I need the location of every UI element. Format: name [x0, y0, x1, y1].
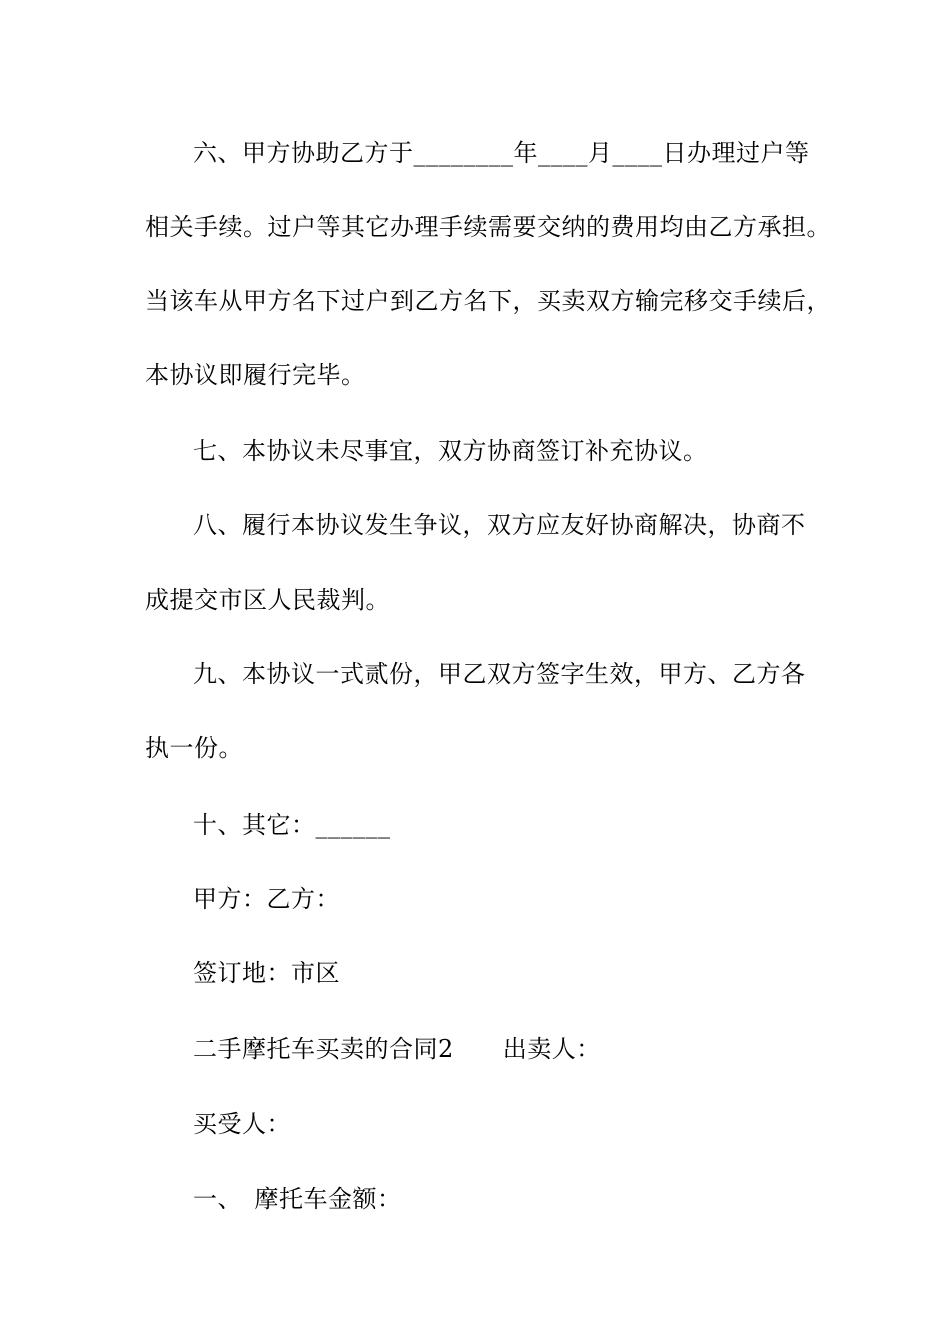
party-signatures: 甲方：乙方：: [193, 885, 340, 913]
clause-10: 十、其它：______: [193, 811, 391, 839]
clause-9-line-1: 九、本协议一式贰份，甲乙双方签字生效，甲方、乙方各: [193, 660, 806, 688]
contract-2-heading: 二手摩托车买卖的合同2 出卖人：: [193, 1035, 601, 1063]
clause-8-line-1: 八、履行本协议发生争议，双方应友好协商解决，协商不: [193, 511, 806, 539]
clause-6-line-2: 相关手续。过户等其它办理手续需要交纳的费用均由乙方承担。: [145, 213, 831, 241]
clause-9-line-2: 执一份。: [145, 734, 243, 762]
clause-7: 七、本协议未尽事宜，双方协商签订补充协议。: [193, 437, 708, 465]
clause-8-line-2: 成提交市区人民裁判。: [145, 586, 390, 614]
buyer-label: 买受人：: [193, 1110, 291, 1138]
clause-6-line-4: 本协议即履行完毕。: [145, 361, 366, 389]
motorcycle-amount-clause: 一、 摩托车金额：: [193, 1185, 402, 1213]
signing-place: 签订地：市区: [193, 959, 340, 987]
clause-6-line-3: 当该车从甲方名下过户到乙方名下，买卖双方输完移交手续后，: [145, 287, 831, 315]
clause-6-line-1: 六、甲方协助乙方于________年____月____日办理过户等: [193, 139, 810, 167]
